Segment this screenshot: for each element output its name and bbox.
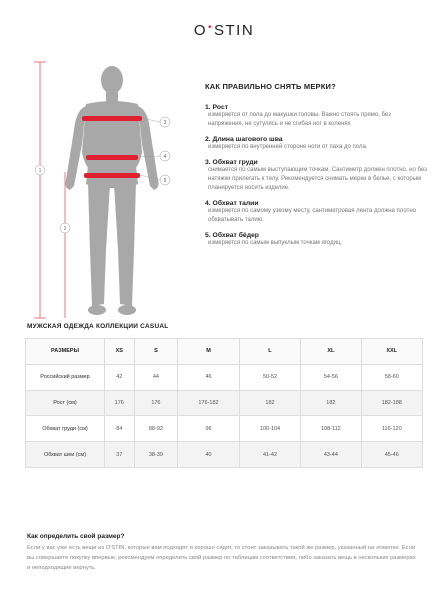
marker-1-label: 1 (38, 168, 42, 174)
table-cell: 58-60 (361, 364, 423, 390)
marker-2-label: 2 (63, 226, 67, 232)
header-cell: L (239, 339, 300, 365)
step-inseam (205, 136, 427, 152)
table-row (26, 416, 423, 442)
table-cell: 176 (134, 390, 178, 416)
table-cell: 43-44 (301, 442, 361, 468)
table-cell: 176 (105, 390, 135, 416)
brand-logo-left: O (193, 22, 207, 39)
male-silhouette (63, 66, 159, 315)
step-heading: 4. Обхват талии (205, 200, 259, 207)
table-cell: 182 (239, 390, 300, 416)
size-table-title: МУЖСКАЯ ОДЕЖДА КОЛЛЕКЦИИ CASUAL (27, 323, 169, 330)
table-cell: 41-42 (239, 442, 300, 468)
table-cell: 40 (178, 442, 239, 468)
row-label: Обхват груди (см) (26, 416, 105, 442)
table-cell: 176-182 (178, 390, 239, 416)
table-cell: 50-52 (239, 364, 300, 390)
table-cell: 182-188 (361, 390, 423, 416)
step-body: измеряется по самым выпуклым точкам ягодиц. (208, 240, 343, 246)
step-body: снимается по самым выступающим точкам. Сантиметр должен плотно, но без натяжки прилегать к телу. Рекомендуется снимать мерки в белье, с которым планируется носить изделие. (208, 167, 427, 191)
marker-5-label: 5 (163, 178, 167, 184)
marker-4-label: 4 (163, 154, 167, 160)
measure-steps (205, 104, 427, 255)
step-heading: 2. Длина шагового шва (205, 136, 283, 143)
table-cell: 96 (178, 416, 239, 442)
table-cell: 88-92 (134, 416, 178, 442)
size-table-header-row (26, 339, 423, 365)
faq-answer: Если у вас уже есть вещи из O'STIN, которые вам подходят и хорошо сидят, то стоит заказывать такой же размер, указанный на этикетке. Если вы совершаете покупку впервые, рекомендуем определить свой размер по таблицам соответствия, либо заказать вещь в нескольких размерах и неподходящие вернуть. (27, 545, 416, 571)
header-cell: РАЗМЕРЫ (26, 339, 105, 365)
header-cell: XL (301, 339, 361, 365)
faq-question: Как определить свой размер? (27, 533, 125, 540)
row-label: Российский размер (26, 364, 105, 390)
table-cell: 38-39 (134, 442, 178, 468)
size-table (25, 338, 423, 468)
header-cell: M (178, 339, 239, 365)
step-heading: 5. Обхват бёдер (205, 232, 259, 239)
row-label: Рост (см) (26, 390, 105, 416)
table-row (26, 364, 423, 390)
table-cell: 45-46 (361, 442, 423, 468)
hip-band (84, 173, 140, 178)
step-hips (205, 232, 427, 248)
table-cell: 84 (105, 416, 135, 442)
step-heading: 1. Рост (205, 104, 229, 111)
table-cell: 54-56 (301, 364, 361, 390)
measure-title: КАК ПРАВИЛЬНО СНЯТЬ МЕРКИ? (205, 82, 336, 91)
body-measurement-figure (0, 60, 200, 320)
step-heading: 3. Обхват груди (205, 159, 258, 166)
step-height (205, 104, 427, 129)
table-cell: 46 (178, 364, 239, 390)
waist-band (86, 155, 138, 160)
table-row (26, 390, 423, 416)
step-chest (205, 159, 427, 193)
step-body: измеряется от пола до макушки головы. Важно стоять прямо, без напряжения, не сутулясь и не сгибая ног в коленях (208, 112, 391, 127)
header-cell: S (134, 339, 178, 365)
step-body: измеряется по самому узкому месту, сантиметровая лента должна плотно обхватывать талию. (208, 208, 416, 223)
marker-3-label: 3 (163, 120, 167, 126)
header-cell: XXL (361, 339, 423, 365)
table-cell: 44 (134, 364, 178, 390)
row-label: Обхват шеи (см) (26, 442, 105, 468)
step-body: измеряется по внутренней стороне ноги от паха до пола. (208, 144, 368, 150)
brand-logo-dot: • (207, 22, 213, 33)
table-cell: 42 (105, 364, 135, 390)
table-cell: 108-112 (301, 416, 361, 442)
chest-band (82, 116, 142, 121)
brand-logo-right: STIN (214, 22, 255, 39)
table-row (26, 442, 423, 468)
table-cell: 116-120 (361, 416, 423, 442)
step-waist (205, 200, 427, 225)
header-cell: XS (105, 339, 135, 365)
table-cell: 182 (301, 390, 361, 416)
brand-logo (0, 22, 448, 39)
table-cell: 100-104 (239, 416, 300, 442)
table-cell: 37 (105, 442, 135, 468)
